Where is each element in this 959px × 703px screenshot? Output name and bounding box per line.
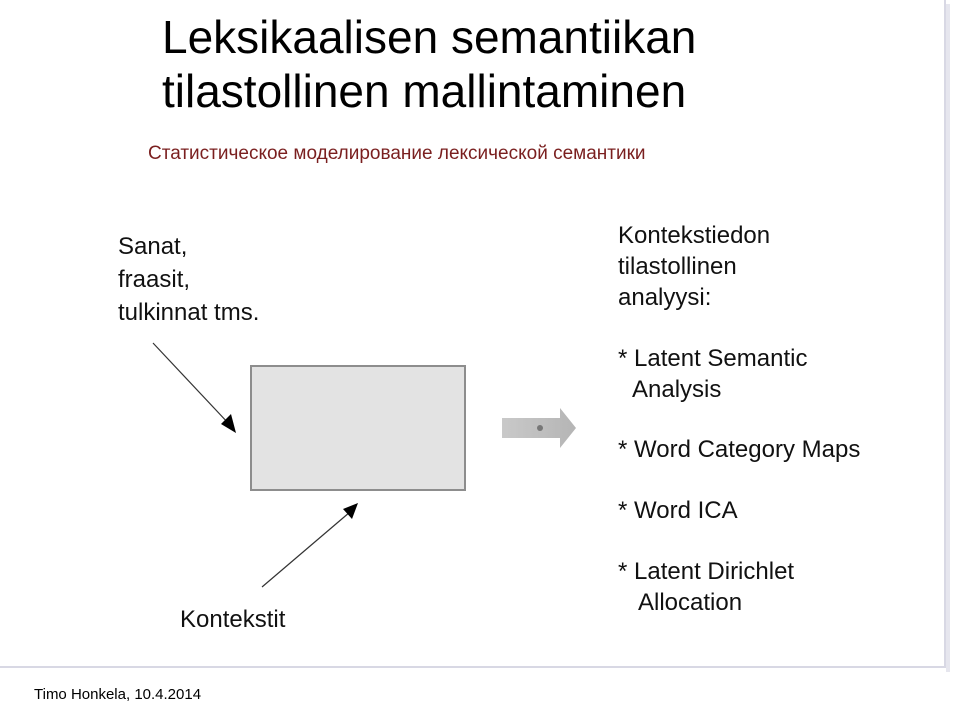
method-item-line-1: * Word Category Maps — [618, 436, 861, 463]
footer-author-date: Timo Honkela, 10.4.2014 — [34, 686, 202, 703]
method-item-line-1: * Word ICA — [618, 497, 738, 524]
method-item-line-2: Analysis — [632, 376, 722, 403]
title-line-2: tilastollinen mallintaminen — [162, 65, 687, 117]
method-item-line-1: * Latent Dirichlet — [618, 558, 795, 585]
analysis-heading-line-1: Kontekstiedon — [618, 222, 771, 249]
analysis-heading — [618, 220, 770, 313]
method-item-ica — [618, 495, 738, 526]
model-box — [250, 365, 466, 491]
analysis-heading-line-3: analyysi: — [618, 284, 712, 311]
method-item-line-2: Allocation — [638, 589, 743, 616]
result-arrow-icon — [502, 406, 582, 452]
title-line-1: Leksikaalisen semantiikan — [162, 11, 697, 63]
words-label-line-3: tulkinnat tms. — [118, 299, 260, 326]
contexts-arrow-line — [262, 512, 350, 587]
contexts-label: Kontekstit — [180, 606, 286, 633]
words-arrow-line — [153, 343, 230, 425]
method-item-lsa — [618, 343, 807, 405]
words-arrow-head — [221, 414, 236, 433]
method-item-wcm — [618, 434, 860, 465]
method-item-line-1: * Latent Semantic — [618, 345, 808, 372]
words-label-line-2: fraasit, — [118, 266, 191, 293]
analysis-heading-line-2: tilastollinen — [618, 253, 737, 280]
words-label-line-1: Sanat, — [118, 233, 188, 260]
slide-subtitle: Статистическое моделирование лексической семантики — [148, 143, 646, 164]
method-item-lda — [618, 556, 794, 618]
